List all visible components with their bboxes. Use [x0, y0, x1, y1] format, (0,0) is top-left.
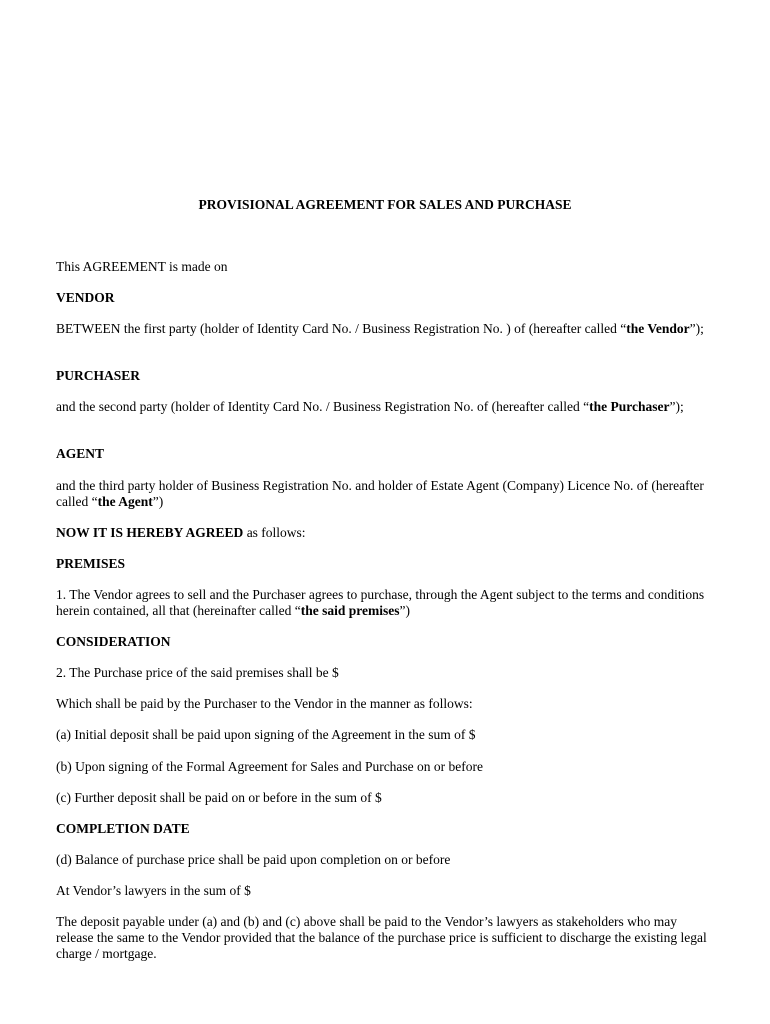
agreed-line	[56, 525, 716, 541]
lawyers-line: At Vendor’s lawyers in the sum of $	[56, 883, 251, 898]
agent-defined-term: the Agent	[97, 494, 153, 509]
agent-text-before: and the third party holder of Business Registration No. and holder of Estate Agent (Company) Licence No. of (hereafter called “	[56, 478, 704, 509]
item-c-line: (c) Further deposit shall be paid on or before in the sum of $	[56, 790, 382, 805]
vendor-text-before: BETWEEN the first party (holder of Identity Card No. / Business Registration No. ) of (hereafter called “	[56, 321, 627, 336]
item-d-line: (d) Balance of purchase price shall be paid upon completion on or before	[56, 852, 451, 867]
purchaser-heading: PURCHASER	[56, 368, 141, 383]
vendor-text-after: ”);	[689, 321, 704, 336]
agent-heading: AGENT	[56, 446, 105, 461]
purchaser-defined-term: the Purchaser	[589, 399, 670, 414]
purchase-price-line: 2. The Purchase price of the said premises shall be $	[56, 665, 339, 680]
premises-paragraph	[56, 587, 716, 619]
vendor-defined-term: the Vendor	[626, 321, 690, 336]
deposit-paragraph: The deposit payable under (a) and (b) and (c) above shall be paid to the Vendor’s lawyers as stakeholders who may release the same to the Vendor provided that the balance of the purchase price is sufficient to discharge the existing legal charge / mortgage.	[56, 914, 707, 961]
document-title: PROVISIONAL AGREEMENT FOR SALES AND PURCHASE	[198, 197, 572, 212]
payment-manner-line: Which shall be paid by the Purchaser to the Vendor in the manner as follows:	[56, 696, 473, 711]
vendor-heading: VENDOR	[56, 290, 115, 305]
consideration-heading: CONSIDERATION	[56, 634, 171, 649]
intro-line: This AGREEMENT is made on	[56, 259, 228, 274]
agreed-bold: NOW IT IS HEREBY AGREED	[56, 525, 244, 540]
purchaser-text-after: ”);	[669, 399, 684, 414]
premises-text-after: ”)	[399, 603, 411, 618]
item-a-line: (a) Initial deposit shall be paid upon signing of the Agreement in the sum of $	[56, 727, 476, 742]
agent-paragraph	[56, 478, 716, 510]
item-b-line: (b) Upon signing of the Formal Agreement for Sales and Purchase on or before	[56, 759, 484, 774]
purchaser-text-before: and the second party (holder of Identity Card No. / Business Registration No. of (hereafter called “	[56, 399, 590, 414]
premises-text-before: 1. The Vendor agrees to sell and the Purchaser agrees to purchase, through the Agent subject to the terms and conditions herein contained, all that (hereinafter called “	[56, 587, 705, 618]
premises-heading: PREMISES	[56, 556, 126, 571]
vendor-paragraph	[56, 321, 716, 337]
purchaser-paragraph	[56, 399, 716, 415]
agreed-text-after: as follows:	[243, 525, 306, 540]
premises-defined-term: the said premises	[300, 603, 400, 618]
completion-heading: COMPLETION DATE	[56, 821, 190, 836]
agent-text-after: ”)	[152, 494, 164, 509]
